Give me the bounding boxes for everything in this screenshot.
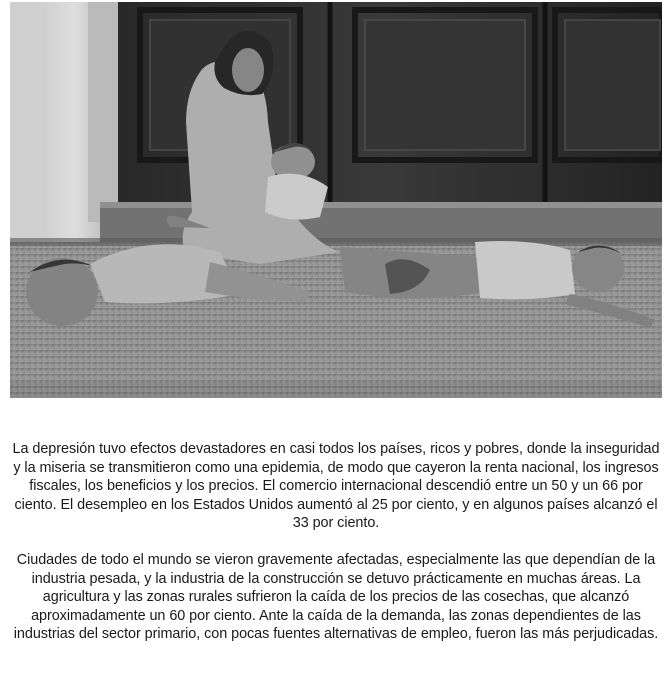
article-text <box>8 440 664 644</box>
paragraph-cities-affected: Ciudades de todo el mundo se vieron gravemente afectadas, especialmente las que dependían de la industria pesada, y la industria de la construcción se detuvo prácticamente en muchas áreas. La agricultura y las zonas rurales sufrieron la caída de los precios de las cosechas, que alcanzó aproximadamente un 60 por ciento. Ante la caída de la demanda, las zonas dependientes de las industrias del sector primario, con pocas fuentes alternativas de empleo, fueron las más perjudicadas. <box>13 551 659 643</box>
photo-illustration <box>10 2 662 398</box>
great-depression-family-photo <box>10 2 662 398</box>
paragraph-depression-effects: La depresión tuvo efectos devastadores en casi todos los países, ricos y pobres, donde la inseguridad y la miseria se transmitieron como una epidemia, de modo que cayeron la renta nacional, los ingresos fiscales, los beneficios y los precios. El comercio internacional descendió entre un 50 y un 66 por ciento. El desempleo en los Estados Unidos aumentó al 25 por ciento, y en algunos países alcanzó el 33 por ciento. <box>12 441 660 532</box>
